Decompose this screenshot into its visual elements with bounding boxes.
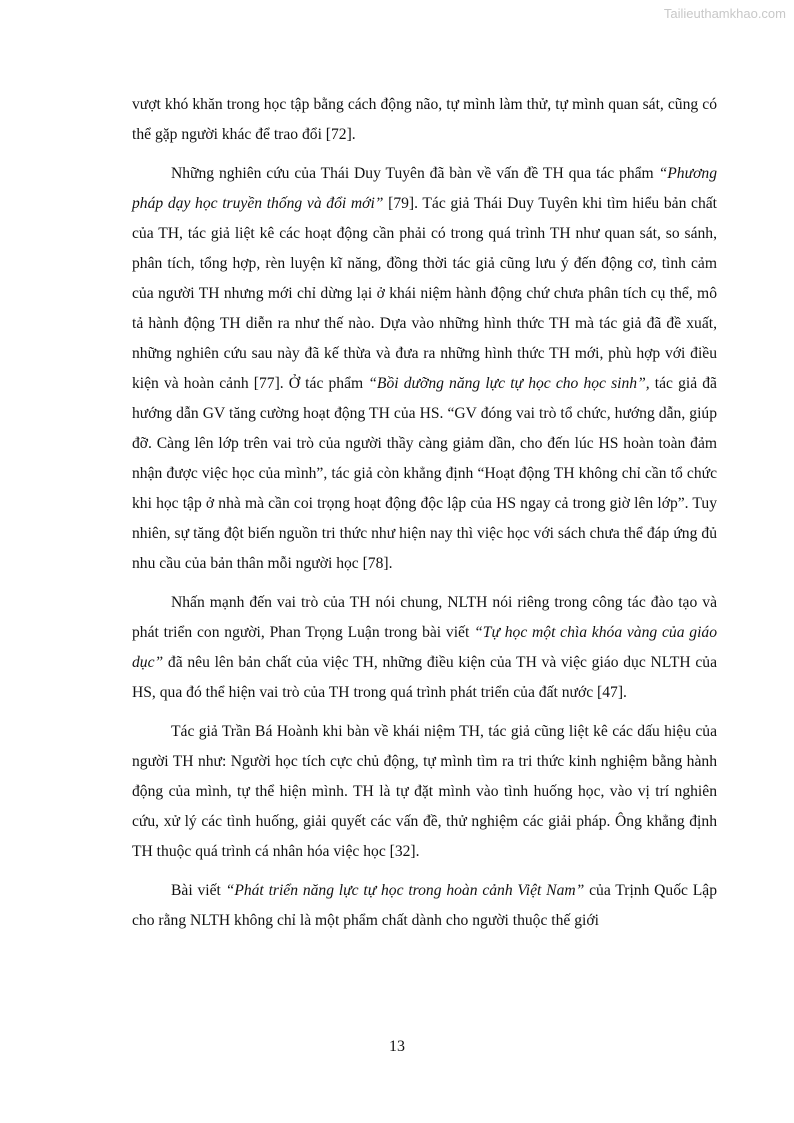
text-run: Những nghiên cứu của Thái Duy Tuyên đã bàn về vấn đề TH qua tác phẩm <box>171 165 659 182</box>
text-run: vượt khó khăn trong học tập bằng cách động não, tự mình làm thử, tự mình quan sát, cũng có thể gặp người khác để trao đổi [72]. <box>132 96 717 143</box>
document-body <box>132 90 717 936</box>
book-title: “Phương pháp dạy học truyền thống và đổi mới” <box>132 165 717 212</box>
text-run: Bài viết <box>171 882 226 899</box>
article-title: “Tự học một chìa khóa vàng của giáo dục” <box>132 624 717 671</box>
text-run: của Trịnh Quốc Lập cho rằng NLTH không chỉ là một phẩm chất dành cho người thuộc thế giới <box>132 882 717 929</box>
text-run: Tác giả Trần Bá Hoành khi bàn về khái niệm TH, tác giả cũng liệt kê các dấu hiệu của người TH như: Người học tích cực chủ động, tự mình tìm ra tri thức kinh nghiệm bằng hành động của mình, tự thể hiện mình. TH là tự đặt mình vào tình huống học, vào vị trí nghiên cứu, xử lý các tình huống, giải quyết các vấn đề, thử nghiệm các giải pháp. Ông khẳng định TH thuộc quá trình cá nhân hóa việc học [32]. <box>132 723 717 860</box>
text-run: tác giả đã hướng dẫn GV tăng cường hoạt động TH của HS. “GV đóng vai trò tổ chức, hướng dẫn, giúp đỡ. Càng lên lớp trên vai trò của người thầy càng giảm dần, cho đến lúc HS hoàn toàn đảm nhận được việc học của mình”, tác giả còn khẳng định “Hoạt động TH không chỉ cần tổ chức khi học tập ở nhà mà cần coi trọng hoạt động độc lập của HS ngay cả trong giờ lên lớp”. Tuy nhiên, sự tăng đột biến nguồn tri thức như hiện nay thì việc học với sách chưa thể đáp ứng đủ nhu cầu của bản thân mỗi người học [78]. <box>132 375 717 572</box>
text-run: [79]. Tác giả Thái Duy Tuyên khi tìm hiểu bản chất của TH, tác giả liệt kê các hoạt động cần phải có trong quá trình TH như quan sát, so sánh, phân tích, tổng hợp, rèn luyện kĩ năng, đồng thời tác giả cũng lưu ý đến động cơ, tình cảm của người TH nhưng mới chỉ dừng lại ở khái niệm hành động chứ chưa phân tích cụ thể, mô tả hành động TH diễn ra như thế nào. Dựa vào những hình thức TH mà tác giả đã đề xuất, những nghiên cứu sau này đã kế thừa và đưa ra những hình thức TH mới, phù hợp với điều kiện và hoàn cảnh [77]. Ở tác phẩm <box>132 195 717 392</box>
text-run: đã nêu lên bản chất của việc TH, những điều kiện của TH và việc giáo dục NLTH của HS, qua đó thể hiện vai trò của TH trong quá trình phát triển của đất nước [47]. <box>132 654 717 701</box>
book-title: “Bồi dưỡng năng lực tự học cho học sinh”, <box>368 375 650 392</box>
paragraph-0 <box>132 90 717 150</box>
text-run: Nhấn mạnh đến vai trò của TH nói chung, NLTH nói riêng trong công tác đào tạo và phát triển con người, Phan Trọng Luận trong bài viết <box>132 594 717 641</box>
paragraph-2 <box>132 588 717 708</box>
article-title: “Phát triển năng lực tự học trong hoàn cảnh Việt Nam” <box>225 882 585 899</box>
paragraph-4 <box>132 876 717 936</box>
paragraph-3 <box>132 717 717 867</box>
paragraph-1 <box>132 159 717 579</box>
watermark: Tailieuthamkhao.com <box>663 6 786 21</box>
page-number: 13 <box>389 1038 405 1055</box>
